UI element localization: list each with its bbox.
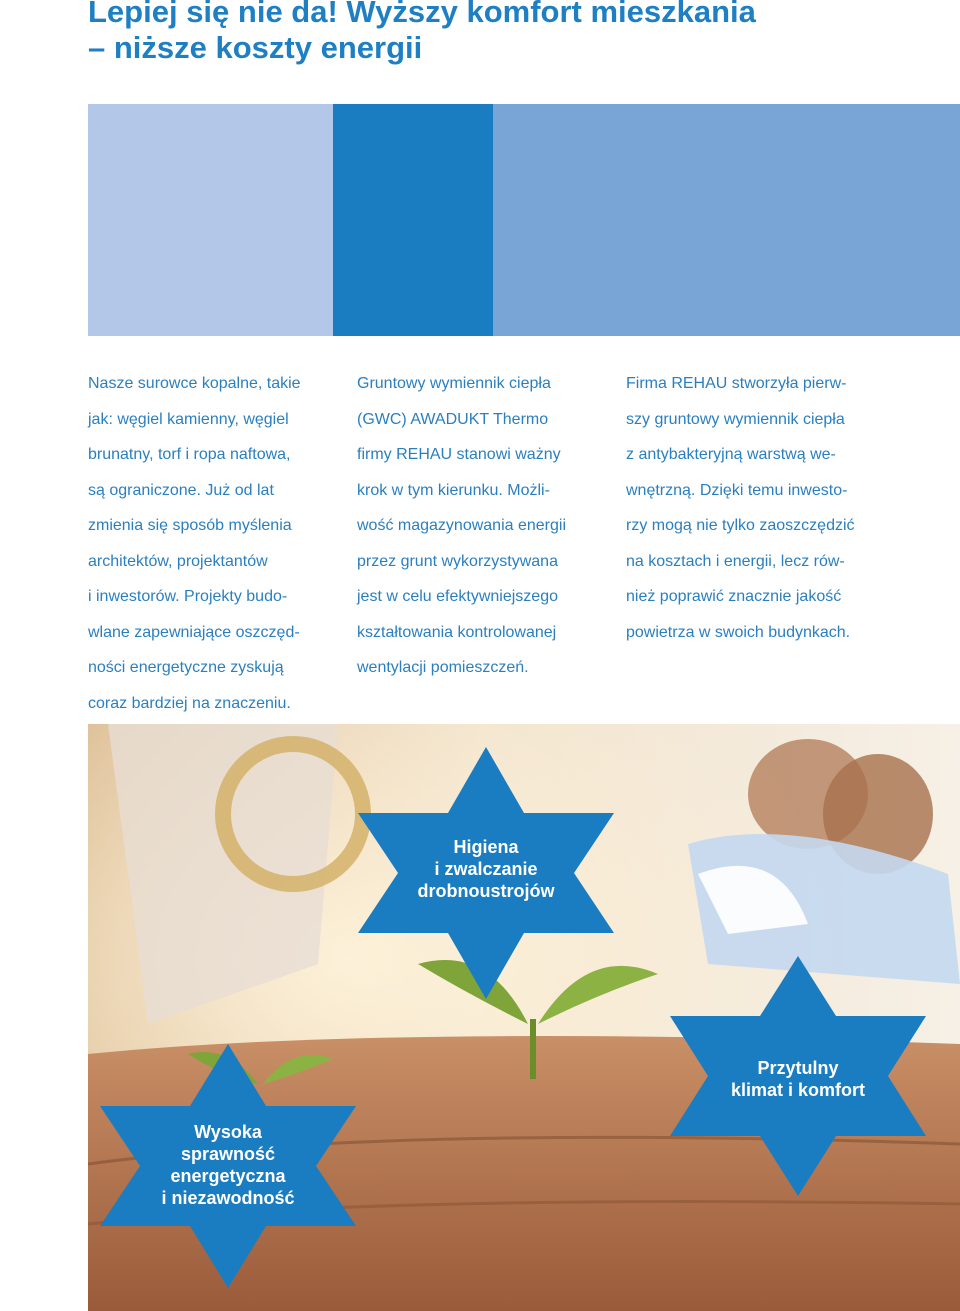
- text-line: krok w tym kierunku. Możli-: [357, 481, 550, 499]
- badge-line: energetyczna: [170, 1166, 286, 1186]
- text-line: Gruntowy wymiennik ciepła: [357, 375, 551, 392]
- text-line: jak: węgiel kamienny, węgiel: [88, 410, 289, 428]
- text-line: kształtowania kontrolowanej: [357, 623, 557, 641]
- text-line: rzy mogą nie tylko zaoszczędzić: [626, 517, 855, 534]
- badge-line: Przytulny: [757, 1058, 839, 1078]
- text-line: powietrza w swoich budynkach.: [626, 623, 851, 641]
- badge-line: klimat i komfort: [730, 1080, 866, 1100]
- text-line: z antybakteryjną warstwą we-: [626, 446, 836, 463]
- badge-efficiency-label: [140, 1100, 316, 1230]
- text-line: przez grunt wykorzystywana: [357, 552, 558, 570]
- text-line: architektów, projektantów: [88, 552, 268, 570]
- text-line: i inwestorów. Projekty budo-: [88, 588, 288, 605]
- text-column-2: [357, 366, 607, 686]
- text-line: są ograniczone. Już od lat: [88, 481, 274, 499]
- badge-line: Wysoka: [194, 1122, 262, 1142]
- badge-line: sprawność: [180, 1144, 276, 1164]
- title-line-2: – niższe koszty energii: [88, 30, 423, 65]
- hero-photo: [88, 724, 960, 1311]
- text-line: na kosztach i energii, lecz rów-: [626, 552, 845, 570]
- color-band-dark: [333, 104, 493, 336]
- badge-line: i zwalczanie: [434, 859, 538, 879]
- text-line: szy gruntowy wymiennik ciepła: [626, 410, 845, 428]
- text-column-3: [626, 366, 946, 650]
- color-band-light: [88, 104, 333, 336]
- text-line: jest w celu efektywniejszego: [357, 588, 558, 605]
- text-line: firmy REHAU stanowi ważny: [357, 446, 561, 463]
- text-line: coraz bardziej na znaczeniu.: [88, 694, 291, 712]
- badge-line: Higiena: [453, 837, 519, 857]
- text-line: Nasze surowce kopalne, takie: [88, 375, 301, 392]
- title-line-1: Lepiej się nie da! Wyższy komfort mieszkania: [88, 0, 756, 29]
- text-line: Firma REHAU stworzyła pierw-: [626, 375, 847, 392]
- color-band-mid: [493, 104, 960, 336]
- badge-line: i niezawodność: [161, 1188, 295, 1208]
- text-column-1: [88, 366, 338, 721]
- text-line: wość magazynowania energii: [357, 517, 566, 534]
- badge-comfort-label: [708, 1014, 888, 1144]
- text-line: nież poprawić znacznie jakość: [626, 588, 842, 605]
- text-line: brunatny, torf i ropa naftowa,: [88, 446, 291, 463]
- text-line: ności energetyczne zyskują: [88, 659, 284, 676]
- text-line: wentylacji pomieszczeń.: [357, 659, 529, 676]
- text-line: (GWC) AWADUKT Thermo: [357, 410, 549, 428]
- text-line: zmienia się sposób myślenia: [88, 517, 292, 534]
- badge-line: drobnoustrojów: [417, 881, 555, 901]
- text-line: wnętrzną. Dzięki temu inwesto-: [626, 481, 848, 499]
- text-line: wlane zapewniające oszczęd-: [88, 623, 300, 641]
- badge-hygiene-label: [398, 804, 574, 934]
- page-title: [88, 0, 756, 66]
